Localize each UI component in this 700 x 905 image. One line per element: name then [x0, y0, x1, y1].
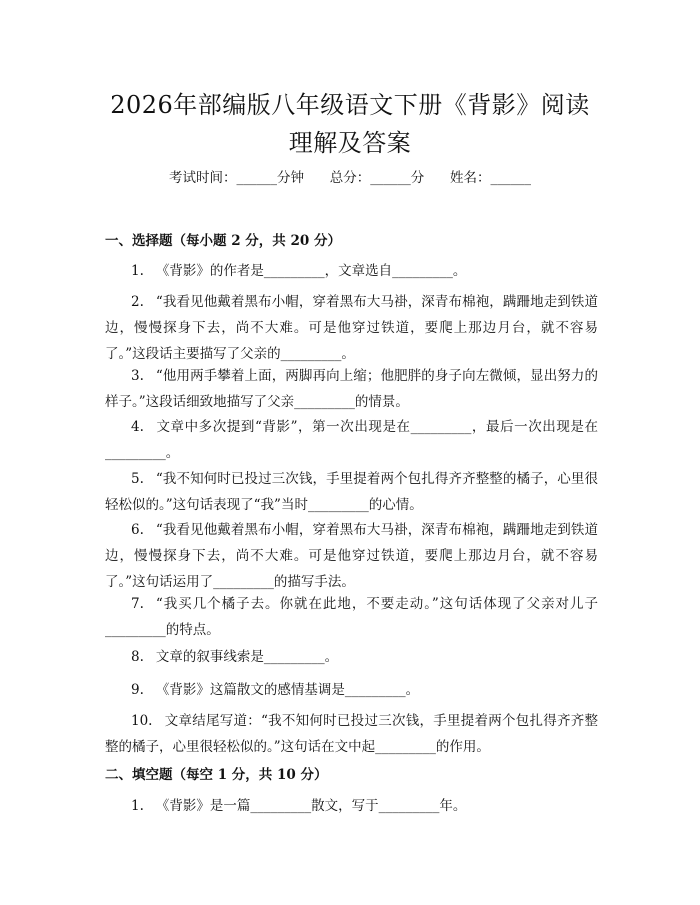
question-item — [105, 289, 598, 367]
question-text: 《背影》是一篇_________散文，写于_________年。 — [155, 798, 467, 814]
question-number: 3. — [131, 368, 144, 384]
question-item — [105, 708, 598, 760]
question-text: “我买几个橘子去。你就在此地，不要走动。”这句话体现了父亲对儿子_________的特点。 — [105, 596, 598, 638]
question-number: 2. — [131, 294, 144, 310]
question-item — [105, 517, 598, 595]
section-heading-fill-blank: 二、填空题（每空 1 分，共 10 分） — [105, 767, 328, 783]
question-item — [105, 466, 598, 518]
title-line-2: 理解及答案 — [288, 129, 412, 157]
question-text: 文章的叙事线索是_________。 — [155, 649, 339, 665]
question-item — [105, 677, 598, 703]
question-text: “我看见他戴着黑布小帽，穿着黑布大马褂，深青布棉袍，蹒跚地走到铁道边，慢慢探身下去，尚不大难。可是他穿过铁道，要爬上那边月台，就不容易了。”这段话主要描写了父亲的_________。 — [105, 294, 598, 362]
question-text: 《背影》的作者是_________，文章选自_________。 — [155, 263, 467, 279]
question-number: 10. — [131, 713, 153, 729]
question-number: 7. — [131, 596, 144, 612]
document-title — [70, 86, 630, 162]
section-heading-choice: 一、选择题（每小题 2 分，共 20 分） — [105, 233, 341, 249]
question-number: 9. — [131, 682, 144, 698]
question-text: “我看见他戴着黑布小帽，穿着黑布大马褂，深青布棉袍，蹒跚地走到铁道边，慢慢探身下去，尚不大难。可是他穿过铁道，要爬上那边月台，就不容易了。”这句话运用了_________的描写手法。 — [105, 522, 598, 590]
question-number: 4. — [131, 419, 144, 435]
question-number: 8. — [131, 649, 144, 665]
question-text: 文章结尾写道：“我不知何时已投过三次钱，手里提着两个包扎得齐齐整整的橘子，心里很轻松似的。”这句话在文中起_________的作用。 — [105, 713, 598, 755]
question-number: 1. — [131, 263, 144, 279]
question-number: 5. — [131, 471, 144, 487]
question-number: 1. — [131, 798, 144, 814]
question-text: “他用两手攀着上面，两脚再向上缩；他肥胖的身子向左微倾，显出努力的样子。”这段话细致地描写了父亲_________的情景。 — [105, 368, 598, 410]
title-line-1: 2026年部编版八年级语文下册《背影》阅读 — [110, 91, 590, 119]
question-text: 《背影》这篇散文的感情基调是_________。 — [155, 682, 420, 698]
exam-info-line: 考试时间：______分钟 总分：______分 姓名：______ — [169, 170, 531, 186]
question-item — [105, 644, 598, 670]
question-text: 文章中多次提到“背影”，第一次出现是在_________，最后一次出现是在_________。 — [105, 419, 598, 461]
question-item — [105, 414, 598, 466]
question-item — [105, 793, 598, 819]
question-text: “我不知何时已投过三次钱，手里提着两个包扎得齐齐整整的橘子，心里很轻松似的。”这句话表现了“我”当时_________的心情。 — [105, 471, 598, 513]
question-number: 6. — [131, 522, 144, 538]
question-item — [105, 591, 598, 643]
question-item — [105, 363, 598, 415]
question-item — [105, 258, 598, 284]
